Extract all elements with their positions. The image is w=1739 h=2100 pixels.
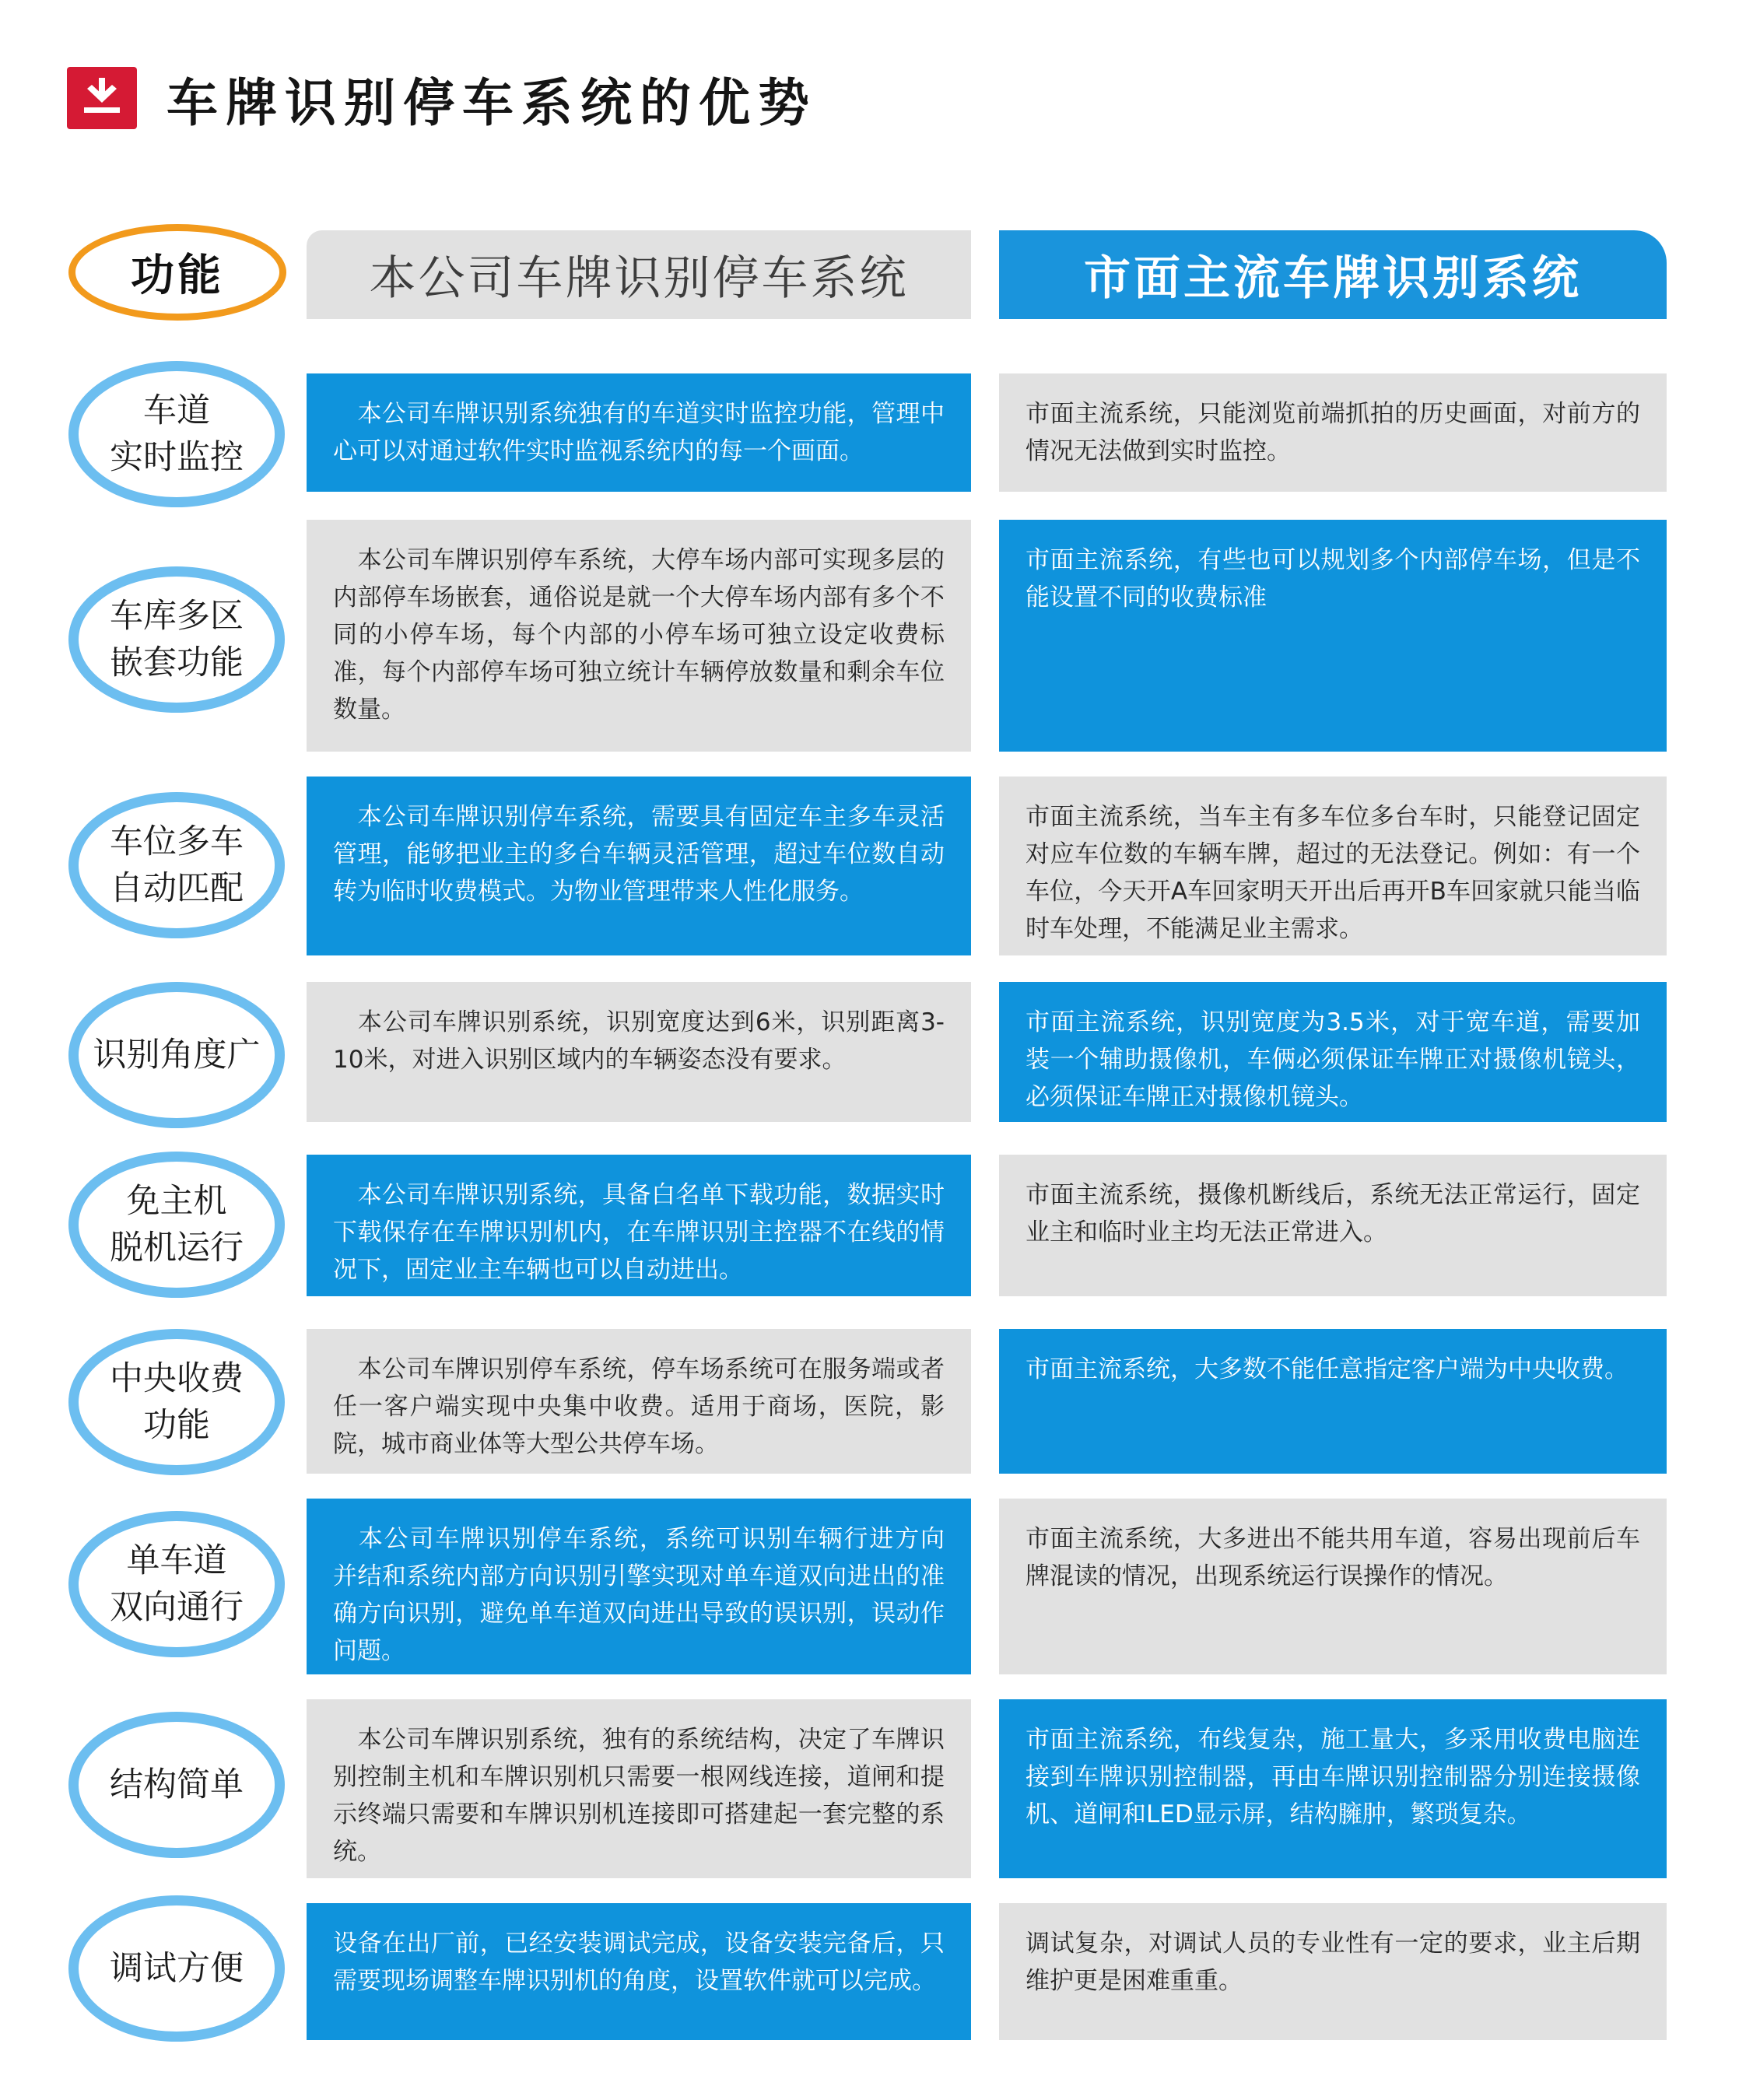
- feature-label-text: 结构简单: [110, 1765, 244, 1804]
- feature-label: [68, 1895, 285, 2042]
- our-feature-cell: 本公司车牌识别停车系统，系统可识别车辆行进方向 并结和系统内部方向识别引擎实现对单车道双向进出的准确方向识别，避免单车道双向进出导致的误识别，误动作问题。: [307, 1499, 971, 1674]
- mainstream-feature-cell: 市面主流系统，只能浏览前端抓拍的历史画面，对前方的情况无法做到实时监控。: [999, 373, 1667, 492]
- page-title: 车牌识别停车系统的优势: [167, 72, 817, 133]
- our-feature-cell: 设备在出厂前，已经安装调试完成，设备安装完备后，只需要现场调整车牌识别机的角度，设置软件就可以完成。: [307, 1903, 971, 2040]
- feature-label: [68, 982, 285, 1128]
- feature-label-text: 车库多区 嵌套功能: [110, 597, 244, 682]
- mainstream-feature-cell: 调试复杂，对调试人员的专业性有一定的要求，业主后期维护更是困难重重。: [999, 1903, 1667, 2040]
- mainstream-feature-cell: 市面主流系统，摄像机断线后，系统无法正常运行，固定业主和临时业主均无法正常进入。: [999, 1155, 1667, 1296]
- mainstream-feature-cell: 市面主流系统，大多数不能任意指定客户端为中央收费。: [999, 1329, 1667, 1474]
- our-feature-cell: 本公司车牌识别停车系统，大停车场内部可实现多层的内部停车场嵌套，通俗说是就一个大停车场内部有多个不同的小停车场，每个内部的小停车场可独立设定收费标准，每个内部停车场可独立统计车辆停放数量和剩余车位数量。: [307, 520, 971, 752]
- header-mainstream-system: 市面主流车牌识别系统: [999, 230, 1667, 319]
- feature-label-text: 中央收费 功能: [110, 1359, 244, 1445]
- header-function: 功能: [68, 224, 286, 321]
- feature-label: [68, 792, 285, 938]
- feature-label-text: 免主机 脱机运行: [110, 1182, 244, 1267]
- our-feature-cell: 本公司车牌识别系统，独有的系统结构，决定了车牌识别控制主机和车牌识别机只需要一根网线连接，道闸和提示终端只需要和车牌识别机连接即可搭建起一套完整的系统。: [307, 1699, 971, 1878]
- mainstream-feature-cell: 市面主流系统，有些也可以规划多个内部停车场，但是不能设置不同的收费标准: [999, 520, 1667, 752]
- mainstream-feature-cell: 市面主流系统，大多进出不能共用车道，容易出现前后车牌混读的情况，出现系统运行误操作的情况。: [999, 1499, 1667, 1674]
- mainstream-feature-cell: 市面主流系统，当车主有多车位多台车时，只能登记固定对应车位数的车辆车牌，超过的无法登记。例如：有一个车位，今天开A车回家明天开出后再开B车回家就只能当临时车处理，不能满足业主需求。: [999, 777, 1667, 955]
- our-feature-cell: 本公司车牌识别停车系统，需要具有固定车主多车灵活管理，能够把业主的多台车辆灵活管理，超过车位数自动转为临时收费模式。为物业管理带来人性化服务。: [307, 777, 971, 955]
- feature-label: [68, 566, 285, 713]
- download-icon: [67, 67, 137, 129]
- feature-label-text: 车道 实时监控: [110, 391, 244, 477]
- our-feature-cell: 本公司车牌识别系统独有的车道实时监控功能，管理中心可以对通过软件实时监视系统内的每一个画面。: [307, 373, 971, 492]
- feature-label-text: 调试方便: [110, 1949, 244, 1988]
- feature-label: [68, 1329, 285, 1475]
- our-feature-cell: 本公司车牌识别停车系统，停车场系统可在服务端或者任一客户端实现中央集中收费。适用于商场，医院，影院，城市商业体等大型公共停车场。: [307, 1329, 971, 1474]
- feature-label: [68, 1152, 285, 1298]
- feature-label: [68, 361, 285, 507]
- our-feature-cell: 本公司车牌识别系统，具备白名单下载功能，数据实时下载保存在车牌识别机内，在车牌识别主控器不在线的情况下，固定业主车辆也可以自动进出。: [307, 1155, 971, 1296]
- feature-label: [68, 1511, 285, 1657]
- feature-label: [68, 1712, 285, 1858]
- feature-label-text: 车位多车 自动匹配: [110, 822, 244, 908]
- mainstream-feature-cell: 市面主流系统，布线复杂，施工量大，多采用收费电脑连接到车牌识别控制器，再由车牌识别控制器分别连接摄像机、道闸和LED显示屏，结构臃肿，繁琐复杂。: [999, 1699, 1667, 1878]
- feature-label-text: 单车道 双向通行: [110, 1541, 244, 1627]
- feature-label-text: 识别角度广: [93, 1036, 261, 1075]
- mainstream-feature-cell: 市面主流系统，识别宽度为3.5米，对于宽车道，需要加装一个辅助摄像机，车俩必须保证车牌正对摄像机镜头，必须保证车牌正对摄像机镜头。: [999, 982, 1667, 1122]
- page-title-bar: [67, 67, 817, 133]
- header-our-system: 本公司车牌识别停车系统: [307, 230, 971, 319]
- our-feature-cell: 本公司车牌识别系统，识别宽度达到6米，识别距离3-10米，对进入识别区域内的车辆姿态没有要求。: [307, 982, 971, 1122]
